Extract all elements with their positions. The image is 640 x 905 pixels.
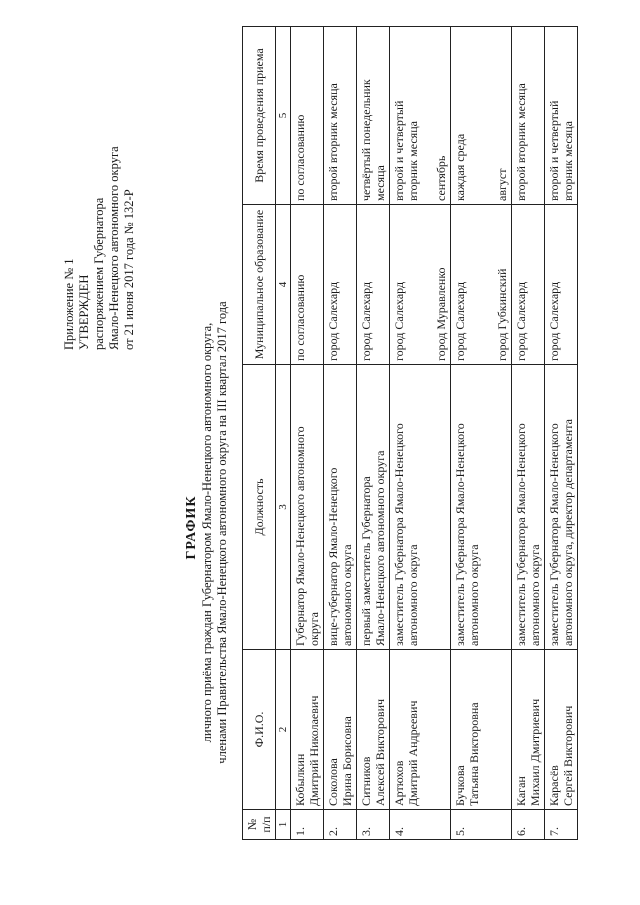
cell-fio-line: Кобылкин	[293, 753, 307, 806]
cell-fio-line: Сергей Викторович	[561, 705, 575, 806]
cell-position-line: округа	[307, 612, 321, 646]
cell-number: 6.	[512, 810, 545, 840]
cell-fio	[390, 650, 451, 810]
cell-time-line: второй и четвертый	[547, 100, 561, 201]
cell-time-line: второй и четвертый	[392, 100, 406, 201]
cell-position-line: первый заместитель Губернатора	[359, 476, 373, 646]
cell-position-line: автономного округа	[340, 544, 354, 646]
table-row	[451, 27, 512, 840]
approval-line-region: Ямало-Ненецкого автономного округа	[107, 146, 121, 350]
cell-fio	[324, 650, 357, 810]
cell-position	[451, 365, 512, 650]
table-row	[512, 27, 545, 840]
approval-line-date: от 21 июня 2017 года № 132-Р	[122, 189, 136, 350]
column-number: 4	[276, 205, 291, 365]
cell-fio	[512, 650, 545, 810]
cell-municipality-line	[420, 208, 434, 361]
cell-fio	[357, 650, 390, 810]
cell-municipality-line: город Муравленко	[434, 267, 448, 361]
cell-position-line: заместитель Губернатора Ямало-Ненецкого	[514, 423, 528, 646]
column-number: 2	[276, 650, 291, 810]
cell-position	[545, 365, 578, 650]
cell-position-line: автономного округа	[467, 544, 481, 646]
table-body	[291, 27, 578, 840]
cell-municipality	[291, 205, 324, 365]
cell-municipality-line: город Салехард	[392, 281, 406, 361]
cell-fio-line: Ирина Борисовна	[340, 716, 354, 806]
cell-time-line: второй вторник месяца	[326, 83, 340, 201]
cell-municipality-line: город Салехард	[514, 281, 528, 361]
table-row	[324, 27, 357, 840]
cell-time-line: август	[495, 168, 509, 201]
column-number: 3	[276, 365, 291, 650]
cell-fio	[291, 650, 324, 810]
cell-time-line	[481, 30, 495, 201]
cell-time	[324, 27, 357, 205]
cell-municipality	[545, 205, 578, 365]
column-number: 5	[276, 27, 291, 205]
header-time: Время проведения приема	[243, 27, 276, 205]
cell-position-line: вице-губернатор Ямало-Ненецкого	[326, 467, 340, 646]
schedule-table	[242, 26, 578, 840]
cell-position-line: автономного округа	[406, 544, 420, 646]
cell-number: 4.	[390, 810, 451, 840]
cell-position-line: Губернатор Ямало-Ненецкого автономного	[293, 426, 307, 646]
cell-municipality-line	[467, 208, 481, 361]
cell-time	[545, 27, 578, 205]
cell-time-line: сентябрь	[434, 155, 448, 201]
cell-municipality	[512, 205, 545, 365]
approval-line-approved: УТВЕРЖДЕН	[77, 274, 91, 350]
cell-position	[291, 365, 324, 650]
document-title: ГРАФИК	[184, 495, 199, 560]
cell-municipality-line: город Губкинский	[495, 268, 509, 361]
cell-fio-line: Карасёв	[547, 765, 561, 806]
cell-position	[357, 365, 390, 650]
cell-time	[390, 27, 451, 205]
cell-time-line: четвёртый понедельник	[359, 79, 373, 201]
header-fio: Ф.И.О.	[243, 650, 276, 810]
document-subtitle-2: членами Правительства Ямало-Ненецкого автономного округа на III квартал 2017 года	[215, 301, 229, 764]
cell-municipality	[324, 205, 357, 365]
cell-number: 5.	[451, 810, 512, 840]
cell-municipality	[390, 205, 451, 365]
approval-line-appendix: Приложение № 1	[62, 258, 76, 350]
table-row	[545, 27, 578, 840]
cell-time	[451, 27, 512, 205]
cell-municipality	[357, 205, 390, 365]
cell-time-line	[467, 30, 481, 201]
cell-municipality	[451, 205, 512, 365]
cell-position-line: заместитель Губернатора Ямало-Ненецкого	[392, 423, 406, 646]
cell-fio-line: Дмитрий Андреевич	[406, 700, 420, 806]
cell-time	[512, 27, 545, 205]
table-row	[291, 27, 324, 840]
cell-time-line: вторник месяца	[561, 121, 575, 201]
cell-municipality-line	[481, 208, 495, 361]
cell-position	[512, 365, 545, 650]
cell-fio-line: Соколова	[326, 758, 340, 806]
cell-time-line: месяца	[373, 165, 387, 201]
approval-stamp	[62, 50, 137, 350]
header-municipality: Муниципальное образование	[243, 205, 276, 365]
cell-municipality-line: город Салехард	[326, 281, 340, 361]
cell-municipality-line	[406, 208, 420, 361]
cell-time	[357, 27, 390, 205]
cell-position-line: автономного округа, директор департамента	[561, 419, 575, 646]
cell-position-line: заместитель Губернатора Ямало-Ненецкого	[453, 423, 467, 646]
cell-municipality-line: город Салехард	[359, 281, 373, 361]
cell-fio-line: Дмитрий Николаевич	[307, 695, 321, 806]
cell-fio	[451, 650, 512, 810]
cell-municipality-line: город Салехард	[453, 281, 467, 361]
cell-fio	[545, 650, 578, 810]
cell-time-line: вторник месяца	[406, 121, 420, 201]
table-column-numbers-row	[276, 27, 291, 840]
table-row	[390, 27, 451, 840]
document-subtitle-1: личного приёма граждан Губернатором Ямало-Ненецкого автономного округа,	[200, 322, 214, 743]
document-title-block	[184, 0, 230, 905]
cell-position-line: автономного округа	[528, 544, 542, 646]
cell-fio-line: Ситников	[359, 756, 373, 806]
cell-fio-line: Каган	[514, 776, 528, 806]
header-position: Должность	[243, 365, 276, 650]
cell-position-line: Ямало-Ненецкого автономного округа	[373, 450, 387, 646]
cell-position-line: заместитель Губернатора Ямало-Ненецкого	[547, 423, 561, 646]
cell-fio-line: Татьяна Викторовна	[467, 702, 481, 806]
cell-time-line: по согласованию	[293, 114, 307, 201]
cell-municipality-line: по согласованию	[293, 274, 307, 361]
cell-number: 1.	[291, 810, 324, 840]
cell-position	[390, 365, 451, 650]
cell-fio-line: Алексей Викторович	[373, 698, 387, 806]
table-header-row	[243, 27, 276, 840]
approval-line-order: распоряжением Губернатора	[92, 197, 106, 350]
cell-fio-line: Артюхов	[392, 760, 406, 806]
cell-time	[291, 27, 324, 205]
header-number: № п/п	[243, 810, 276, 840]
cell-time-line: каждая среда	[453, 133, 467, 201]
cell-time-line	[420, 30, 434, 201]
cell-number: 2.	[324, 810, 357, 840]
cell-number: 7.	[545, 810, 578, 840]
column-number: 1	[276, 810, 291, 840]
cell-time-line: второй вторник месяца	[514, 83, 528, 201]
cell-municipality-line: город Салехард	[547, 281, 561, 361]
table-row	[357, 27, 390, 840]
cell-position	[324, 365, 357, 650]
cell-fio-line: Бучкова	[453, 765, 467, 806]
cell-number: 3.	[357, 810, 390, 840]
cell-fio-line: Михаил Дмитриевич	[528, 698, 542, 806]
